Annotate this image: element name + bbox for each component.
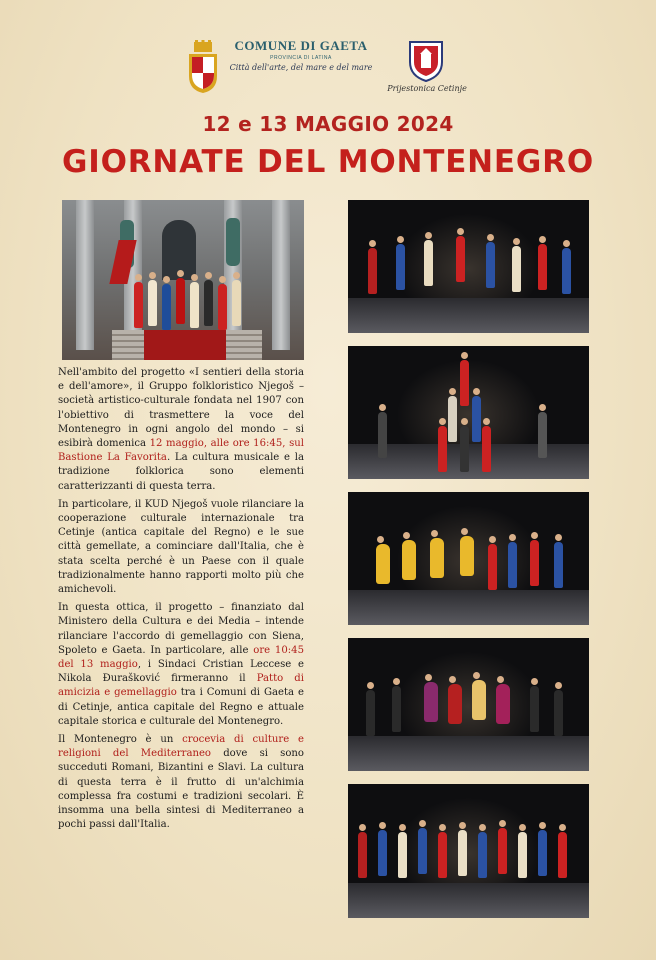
stage-photo-4: [348, 638, 589, 771]
paragraph-2: In particolare, il KUD Njegoš vuole rilanciare la cooperazione culturale internazionale tra Cetinje (antica capitale del Regno) e le sue città gemellate, a cominciare dall'Italia, che è stata scelta perché è un Paese con il quale tradizionalmente hanno rapporti molto più che amichevoli.: [58, 498, 304, 596]
comune-logo: [226, 38, 376, 72]
event-date: 12 e 13 MAGGIO 2024: [202, 112, 454, 136]
gaeta-crest-icon: [186, 40, 220, 94]
stage-photo-1: [348, 200, 589, 333]
stage-photo-2: [348, 346, 589, 479]
stage-photo-5: [348, 784, 589, 918]
article-body: [58, 366, 304, 837]
highlight-date-2: ore 10:45 del 13 maggio: [58, 644, 304, 671]
comune-title: COMUNE DI GAETA: [234, 38, 368, 53]
comune-tagline: Città dell'arte, del mare e del mare: [229, 63, 373, 72]
paragraph-4: Il Montenegro è un crocevia di culture e religioni del Mediterraneo dove si sono succeduti Romani, Bizantini e Slavi. La cultura di questa terra è il frutto di un'alchimia complessa fra costumi e tradizioni secolari. È insomma una bella sintesi di Mediterraneo a pochi passi dall'Italia.: [58, 734, 304, 831]
highlight-date-1: 12 maggio, alle ore 16:45, sul Bastione La Favorita: [58, 438, 304, 464]
highlight-pact: Patto di amicizia e gemellaggio: [58, 673, 304, 699]
group-photo: [62, 200, 304, 360]
paragraph-3: In questa ottica, il progetto – finanziato dal Ministero della Cultura e dei Media – intende rilanciare l'accordo di gemellaggio con Siena, Spoleto e Gaeta. In particolare, alle ore 10:45 del 13 maggio, i Sindaci Cristian Leccese e Nikola Đurašković firmeranno il Patto di amicizia e gemellaggio tra i Comuni di Gaeta e di Cetinje, antica capitale del Regno e attuale capitale storica e culturale del Montenegro.: [58, 602, 305, 727]
partner-label: Prijestonica Cetinje: [387, 84, 467, 93]
page-title: GIORNATE DEL MONTENEGRO: [62, 144, 594, 180]
stage-photo-3: [348, 492, 589, 625]
comune-subtitle: PROVINCIA DI LATINA: [270, 55, 332, 61]
paragraph-1: Nell'ambito del progetto «I sentieri della storia e dell'amore», il Gruppo folkloristico Njegoš – società artistico-culturale fondata nel 1907 con l'obiettivo di trasmettere la voce del Montenegro in ogni angolo del mondo – si esibirà domenica 12 maggio, alle ore 16:45, sul Bastione La Favorita. La cultura musicale e la tradizione folklorica sono elementi caratterizzanti di questa terra.: [58, 367, 304, 492]
highlight-crossroads: crocevia di culture e religioni del Mediterraneo: [58, 734, 304, 760]
cetinje-crest-icon: [408, 38, 444, 82]
